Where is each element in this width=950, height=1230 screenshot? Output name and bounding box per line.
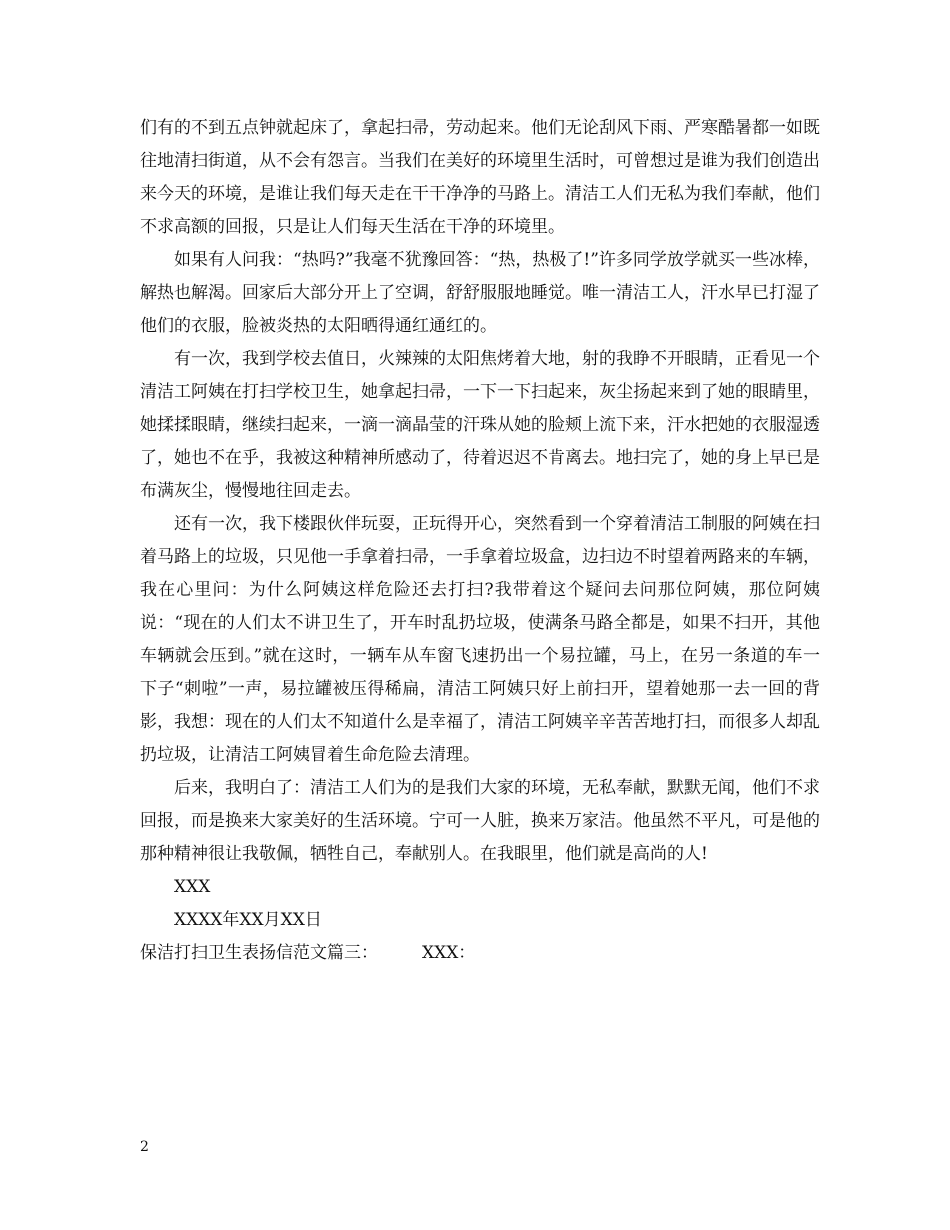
paragraph-1: 们有的不到五点钟就起床了，拿起扫帚，劳动起来。他们无论刮风下雨、严寒酷暑都一如既往地清扫街道，从不会有怨言。当我们在美好的环境里生活时，可曾想过是谁为我们创造出来今天的环境，是谁让我们每天走在干干净净的马路上。清洁工人们无私为我们奉献，他们不求高额的回报，只是让人们每天生活在干净的环境里。 <box>140 118 820 237</box>
paragraph-5: 后来，我明白了：清洁工人们为的是我们大家的环境，无私奉献，默默无闻，他们不求回报，而是换来大家美好的生活环境。宁可一人脏，换来万家洁。他虽然不平凡，可是他的那种精神很让我敬佩，牺牲自己，奉献别人。在我眼里，他们就是高尚的人! <box>140 778 820 864</box>
paragraph-2: 如果有人问我：“热吗?”我毫不犹豫回答：“热，热极了!”许多同学放学就买一些冰棒，解热也解渴。回家后大部分开上了空调，舒舒服服地睡觉。唯一清洁工人，汗水早已打湿了他们的衣服，脸被炎热的太阳晒得通红通红的。 <box>140 250 820 336</box>
document-body <box>140 112 820 970</box>
next-letter-title: 保洁打扫卫生表扬信范文篇三： <box>140 943 378 963</box>
paragraph-3: 有一次，我到学校去值日，火辣辣的太阳焦烤着大地，射的我睁不开眼睛，正看见一个清洁工阿姨在打扫学校卫生，她拿起扫帚，一下一下扫起来，灰尘扬起来到了她的眼睛里，她揉揉眼睛，继续扫起来，一滴一滴晶莹的汗珠从她的脸颊上流下来，汗水把她的衣服湿透了，她也不在乎，我被这种精神所感动了，待着迟迟不肯离去。地扫完了，她的身上早已是布满灰尘，慢慢地往回走去。 <box>140 349 820 501</box>
paragraph-4: 还有一次，我下楼跟伙伴玩耍，正玩得开心，突然看到一个穿着清洁工制服的阿姨在扫着马路上的垃圾，只见他一手拿着扫帚，一手拿着垃圾盒，边扫边不时望着两路来的车辆，我在心里问：为什么阿姨这样危险还去打扫?我带着这个疑问去问那位阿姨，那位阿姨说：“现在的人们太不讲卫生了，开车时乱扔垃圾，使满条马路全都是，如果不扫开，其他车辆就会压到。”就在这时，一辆车从车窗飞速扔出一个易拉罐，马上，在另一条道的车一下子“刺啦”一声，易拉罐被压得稀扁，清洁工阿姨只好上前扫开，望着她那一去一回的背影，我想：现在的人们太不知道什么是幸福了，清洁工阿姨辛辛苦苦地打扫，而很多人却乱扔垃圾，让清洁工阿姨冒着生命危险去清理。 <box>140 514 820 765</box>
page-number: 2 <box>140 1139 149 1155</box>
next-letter-salutation: XXX： <box>422 943 476 963</box>
next-letter-heading <box>140 937 820 970</box>
signature-date: XXXX年XX月XX日 <box>174 910 322 930</box>
signature-name: XXX <box>174 877 211 897</box>
